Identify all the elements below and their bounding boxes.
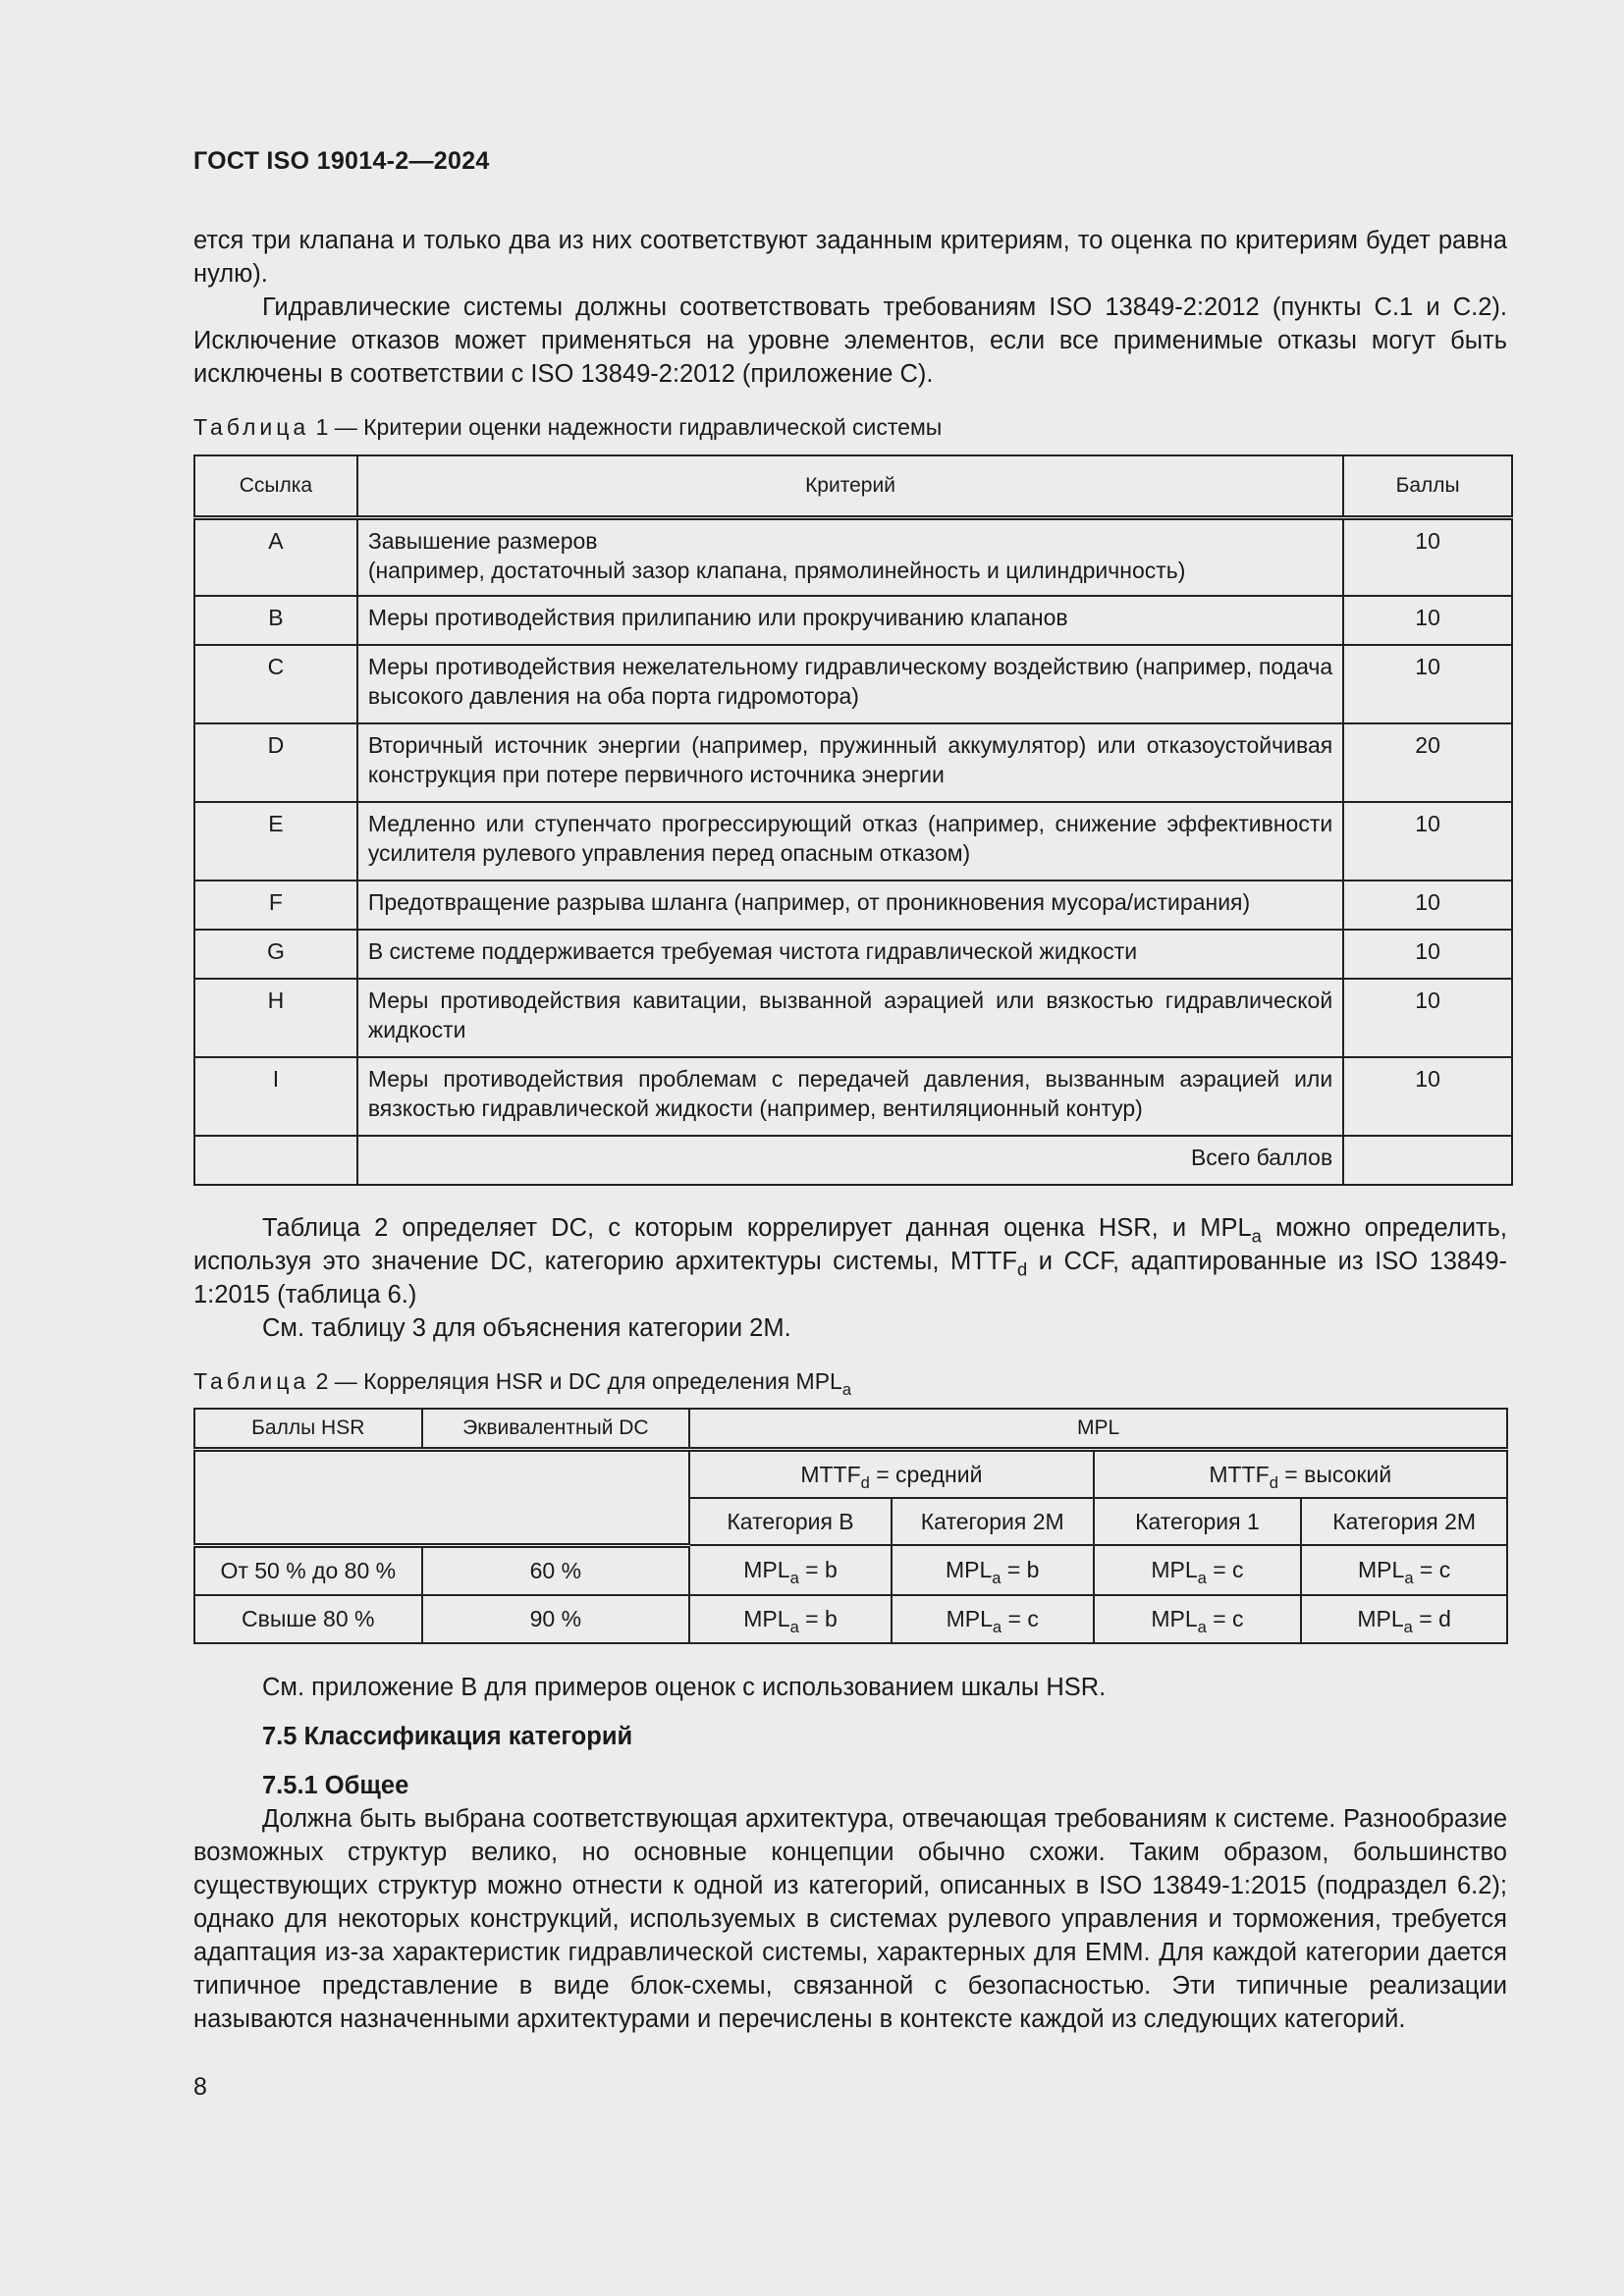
subscript: a [992,1568,1001,1587]
cell-hsr: Свыше 80 % [194,1595,422,1643]
table1-caption-label: Таблица [193,414,310,440]
paragraph-annex-b-ref: См. приложение В для примеров оценок с использованием шкалы HSR. [262,1674,1107,1701]
table-row [194,930,1512,979]
subscript: d [1016,1258,1028,1280]
text-span: = d [1412,1605,1451,1631]
table2-caption [193,1366,852,1399]
col-header-cat-b: Категория В [689,1498,892,1545]
text-span: MPL [946,1605,993,1631]
hydraulic-criteria-table [193,454,1513,1186]
col-header-mpl: MPL [689,1409,1507,1450]
table1-caption-text: 1 — Критерии оценки надежности гидравлической системы [309,414,943,440]
table-row [194,1595,1507,1643]
table-row [194,802,1512,881]
row-criterion: Меры противодействия прилипанию или прокручиванию клапанов [357,596,1343,645]
row-ref: A [194,518,357,596]
total-empty-cell [194,1136,357,1185]
subscript: a [1197,1568,1207,1587]
paragraph-hydraulic-requirements: Гидравлические системы должны соответствовать требованиям ISO 13849-2:2012 (пункты С.1 и С.2). Исключение отказов может применяться на уровне элементов, если все применимые отказы могут быть исключены в соответствии с ISO 13849-2:2012 (приложение С). [193,294,1507,388]
text-span: = c [1206,1605,1244,1631]
text-span: = средний [869,1461,983,1487]
subscript: d [1269,1472,1278,1492]
text-span: можно определить, используя это значение DC, категорию архитектуры системы, MTTF [193,1214,1507,1275]
hsr-dc-correlation-table [193,1408,1508,1644]
text-span: MPL [1357,1605,1404,1631]
row-ref: C [194,645,357,723]
col-header-cat-1: Категория 1 [1094,1498,1302,1545]
text-span: MPL [1151,1605,1198,1631]
col-header-mttf-high [1094,1450,1507,1499]
col-header-ref: Ссылка [194,455,357,518]
cell-mpl [892,1595,1094,1643]
total-value-cell [1343,1136,1512,1185]
text-span: MTTF [800,1461,861,1487]
table-row [194,645,1512,723]
row-points: 10 [1343,930,1512,979]
text-span: = высокий [1277,1461,1392,1487]
table-header-row [194,1450,1507,1499]
subscript: d [860,1472,870,1492]
page-number: 8 [193,2073,207,2101]
col-header-mttf-medium [689,1450,1093,1499]
col-header-dc: Эквивалентный DC [422,1409,690,1450]
row-ref: F [194,881,357,930]
row-criterion: Медленно или ступенчато прогрессирующий отказ (например, снижение эффективности усилителя рулевого управления перед опасным отказом) [357,802,1343,881]
table-row [194,1057,1512,1136]
cell-mpl [689,1545,892,1595]
table-row [194,1545,1507,1595]
col-header-points: Баллы [1343,455,1512,518]
text-span: MTTF [1209,1461,1270,1487]
row-criterion: Меры противодействия проблемам с передачей давления, вызванным аэрацией или вязкостью гидравлической жидкости (например, вентиляционный контур) [357,1057,1343,1136]
row-criterion: Завышение размеров (например, достаточный зазор клапана, прямолинейность и цилиндричность) [357,518,1343,596]
text-span: Таблица 2 определяет DC, с которым коррелирует данная оценка HSR, и MPL [262,1214,1252,1242]
section-heading-7-5: 7.5 Классификация категорий [262,1723,633,1750]
table-row [194,596,1512,645]
row-ref: E [194,802,357,881]
row-criterion: Меры противодействия нежелательному гидравлическому воздействию (например, подача высокого давления на оба порта гидромотора) [357,645,1343,723]
row-points: 10 [1343,596,1512,645]
subscript: a [1403,1617,1413,1636]
row-points: 10 [1343,881,1512,930]
cell-mpl [1301,1545,1507,1595]
row-points: 10 [1343,645,1512,723]
row-ref: H [194,979,357,1057]
total-label: Всего баллов [357,1136,1343,1185]
text-span: = b [1001,1556,1040,1582]
col-header-criterion: Критерий [357,455,1343,518]
text-span: MPL [743,1605,790,1631]
table-row [194,979,1512,1057]
subscript: a [789,1568,799,1587]
row-ref: G [194,930,357,979]
text-span: = b [798,1556,838,1582]
row-points: 10 [1343,1057,1512,1136]
document-header: ГОСТ ISO 19014-2—2024 [193,147,490,175]
cell-dc: 90 % [422,1595,690,1643]
text-span: и CCF, адаптированные из ISO 13849-1:2015 (таблица 6.) [193,1248,1507,1308]
table-row [194,518,1512,596]
table2-caption-label: Таблица [193,1368,310,1394]
subscript: a [841,1379,852,1399]
table-row [194,881,1512,930]
row-criterion: Вторичный источник энергии (например, пружинный аккумулятор) или отказоустойчивая конструкция при потере первичного источника энергии [357,723,1343,802]
col-header-cat-2m: Категория 2М [1301,1498,1507,1545]
row-criterion: Меры противодействия кавитации, вызванной аэрацией или вязкостью гидравлической жидкости [357,979,1343,1057]
text-span: = c [1206,1556,1244,1582]
cell-mpl [892,1545,1094,1595]
text-span: = c [1001,1605,1039,1631]
row-points: 20 [1343,723,1512,802]
table-row [194,723,1512,802]
row-criterion: Предотвращение разрыва шланга (например, от проникновения мусора/истирания) [357,881,1343,930]
paragraph-continuation: ется три клапана и только два из них соответствуют заданным критериям, то оценка по критериям будет равна нулю). [193,227,1507,288]
row-points: 10 [1343,979,1512,1057]
subscript: a [1404,1568,1414,1587]
subscript: a [1251,1225,1262,1247]
paragraph-architecture: Должна быть выбрана соответствующая архитектура, отвечающая требованиям к системе. Разнообразие возможных структур велико, но основные концепции обычно схожи. Таким образом, большинство существующих структур можно отнести к одной из категорий, описанных в ISO 13849-1:2015 (подраздел 6.2); однако для некоторых конструкций, используемых в системах рулевого управления и торможения, требуется адаптация из-за характеристик гидравлической системы, характерных для ЕММ. Для каждой категории дается типичное представление в виде блок-схемы, связанной с безопасностью. Эти типичные реализации называются назначенными архитектурами и перечислены в контексте каждой из следующих категорий. [193,1805,1507,2033]
table-header-row [194,455,1512,518]
cell-dc: 60 % [422,1545,690,1595]
header-empty-cell [194,1450,689,1546]
text-span: MPL [1358,1556,1405,1582]
row-ref: I [194,1057,357,1136]
cell-mpl [1094,1545,1302,1595]
col-header-cat-2m: Категория 2М [892,1498,1094,1545]
table1-caption [193,412,942,442]
text-span: = b [798,1605,838,1631]
section-heading-7-5-1: 7.5.1 Общее [262,1772,409,1799]
paragraph-table2-intro [193,1211,1507,1311]
paragraph-category-2m-ref: См. таблицу 3 для объяснения категории 2М. [262,1314,791,1342]
cell-mpl [1094,1595,1302,1643]
subscript: a [992,1617,1002,1636]
cell-hsr: От 50 % до 80 % [194,1545,422,1595]
table-header-row [194,1409,1507,1450]
table2-caption-text: 2 — Корреляция HSR и DC для определения MPL [309,1368,842,1394]
cell-mpl [689,1595,892,1643]
text-span: MPL [743,1556,790,1582]
row-points: 10 [1343,518,1512,596]
row-ref: B [194,596,357,645]
col-header-hsr: Баллы HSR [194,1409,422,1450]
text-span: MPL [1151,1556,1198,1582]
subscript: a [789,1617,799,1636]
cell-mpl [1301,1595,1507,1643]
text-span: MPL [945,1556,993,1582]
row-points: 10 [1343,802,1512,881]
row-criterion: В системе поддерживается требуемая чистота гидравлической жидкости [357,930,1343,979]
text-span: = c [1413,1556,1451,1582]
table-total-row [194,1136,1512,1185]
subscript: a [1197,1617,1207,1636]
row-ref: D [194,723,357,802]
